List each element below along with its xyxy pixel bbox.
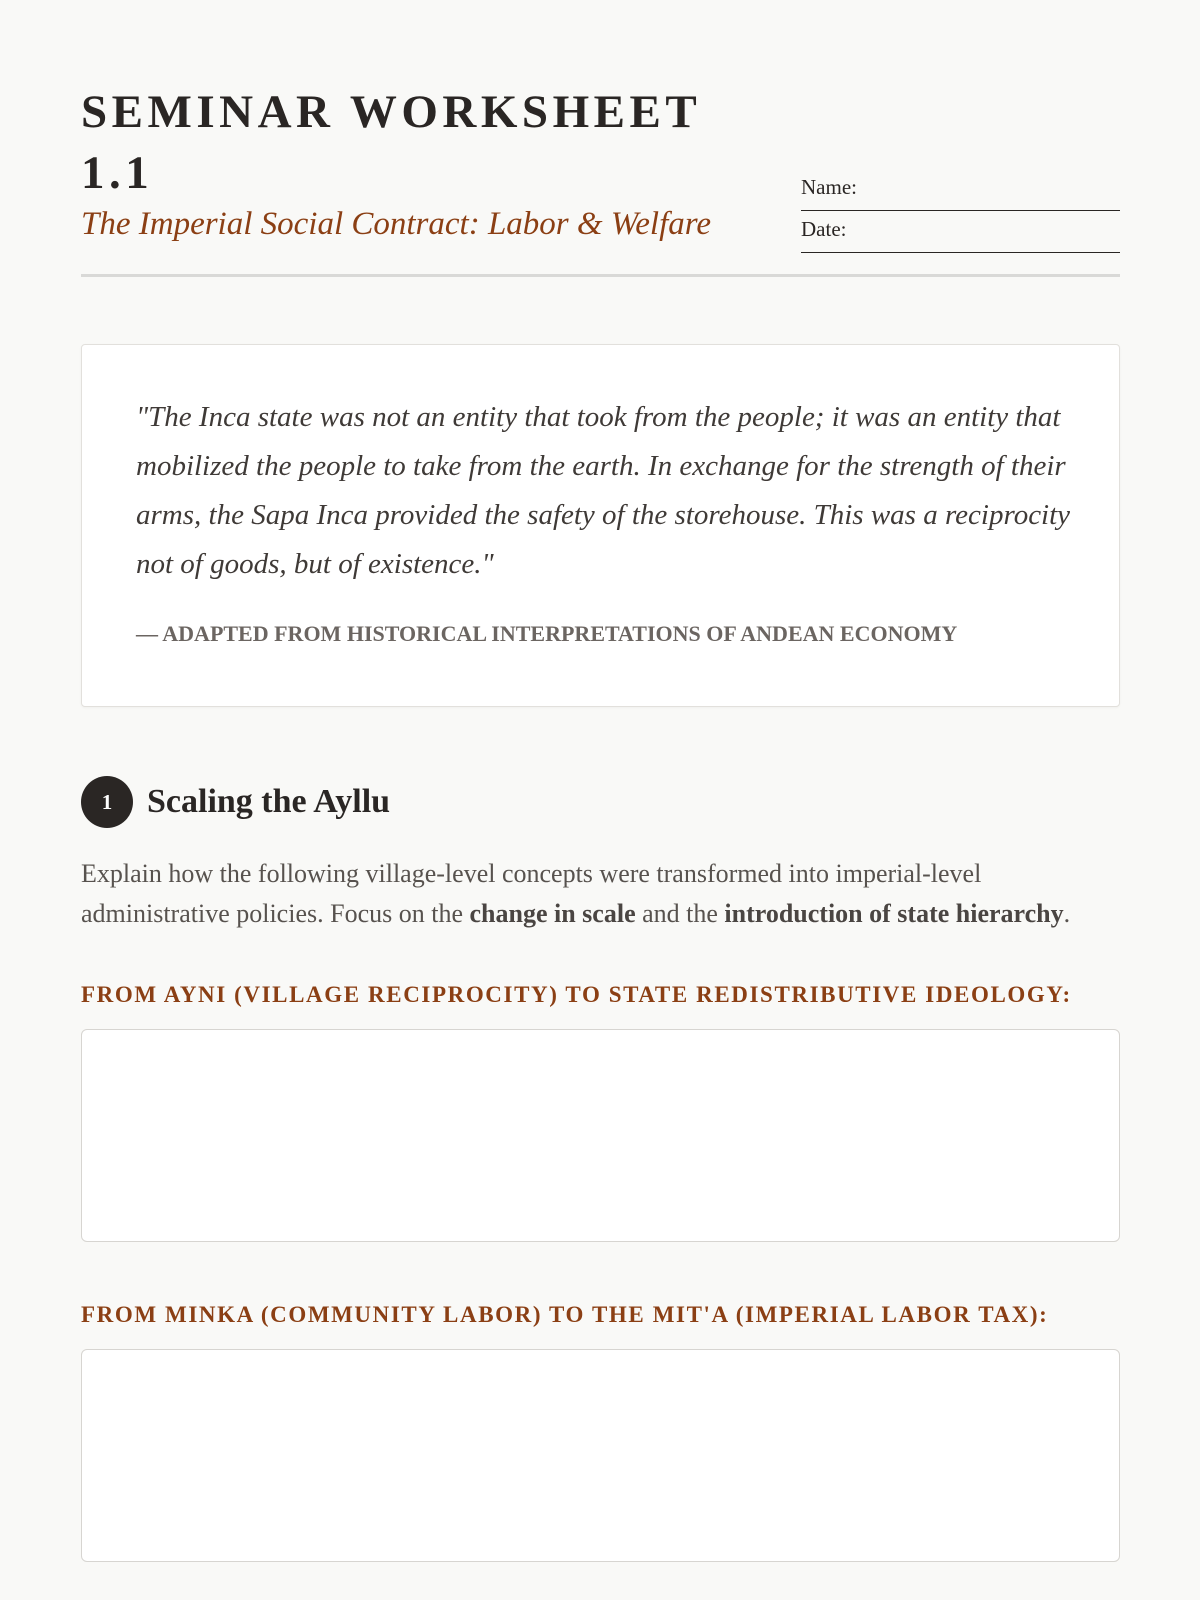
section-1-heading xyxy=(81,776,390,828)
quote-box xyxy=(81,344,1120,707)
section-title: Scaling the Ayllu xyxy=(147,783,391,820)
name-field[interactable] xyxy=(801,172,1120,211)
page-title: SEMINAR WORKSHEET 1.1 xyxy=(81,86,701,199)
answer-box-ayni[interactable] xyxy=(81,1029,1120,1242)
answer-box-minka[interactable] xyxy=(81,1349,1120,1562)
prompt-label-minka: FROM MINKA (COMMUNITY LABOR) TO THE MIT'A (IMPERIAL LABOR TAX): xyxy=(81,1302,1049,1327)
quote-attribution: — ADAPTED FROM HISTORICAL INTERPRETATIONS OF ANDEAN ECONOMY xyxy=(136,621,958,646)
worksheet-header xyxy=(81,0,1120,277)
section-instructions xyxy=(81,854,1120,934)
student-meta-fields xyxy=(801,172,1120,256)
instructions-emphasis-hierarchy: introduction of state hierarchy xyxy=(724,899,1064,928)
instructions-text-1: Explain how the following village-level concepts were transformed into imperial-level administrative policies. Focus on the xyxy=(81,859,982,928)
instructions-emphasis-scale: change in scale xyxy=(469,899,636,928)
name-label: Name: xyxy=(801,175,857,199)
section-number-badge: 1 xyxy=(81,776,133,828)
date-field[interactable] xyxy=(801,214,1120,253)
prompt-label-ayni: FROM AYNI (VILLAGE RECIPROCITY) TO STATE REDISTRIBUTIVE IDEOLOGY: xyxy=(81,982,1072,1007)
instructions-text-3: . xyxy=(1063,899,1071,928)
page-subtitle: The Imperial Social Contract: Labor & Welfare xyxy=(81,206,712,242)
worksheet-page xyxy=(81,0,1120,1327)
instructions-text-2: and the xyxy=(635,899,725,928)
date-label: Date: xyxy=(801,217,847,241)
quote-text: "The Inca state was not an entity that took from the people; it was an entity that mobilized the people to take from the earth. In exchange for the strength of their arms, the Sapa Inca provided the safety of the storehouse. This was a reciprocity not of goods, but of existence." xyxy=(136,401,1071,580)
